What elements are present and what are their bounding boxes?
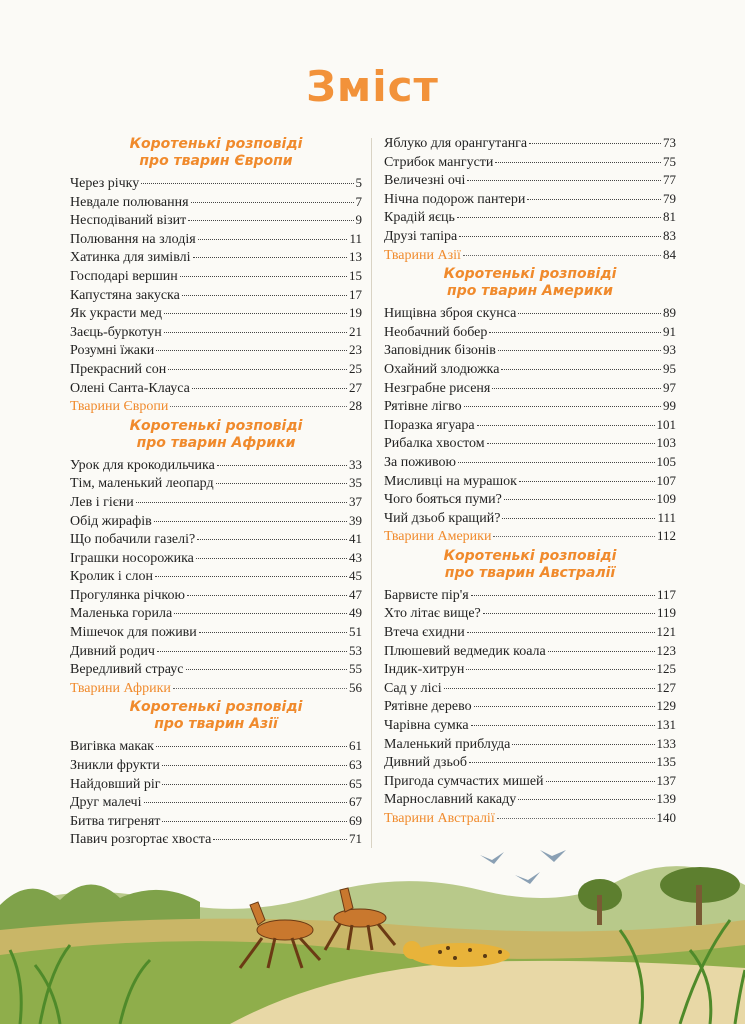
dot-leader: [492, 388, 661, 389]
dot-leader: [180, 276, 347, 277]
entry-page-number: 39: [349, 512, 362, 528]
toc-entry: [70, 642, 362, 661]
savanna-illustration: [0, 850, 745, 1024]
toc-entry: [70, 756, 362, 775]
entry-page-number: 27: [349, 379, 362, 395]
entry-title: Вигівка макак: [70, 739, 154, 755]
entry-title: Тварини Азії: [384, 247, 461, 263]
toc-entry: [70, 360, 362, 379]
entry-page-number: 55: [349, 661, 362, 677]
dot-leader: [519, 481, 655, 482]
toc-entry: [384, 134, 676, 153]
section-heading: [70, 136, 362, 170]
toc-entry: [70, 623, 362, 642]
entry-title: Полювання на злодія: [70, 231, 196, 247]
entry-title: Несподіваний візит: [70, 213, 187, 229]
section-heading-line: Коротенькі розповіді: [443, 266, 617, 283]
dot-leader: [467, 632, 655, 633]
column-divider: [371, 138, 372, 848]
toc-entry: [70, 530, 362, 549]
toc-summary-entry: [384, 246, 676, 265]
entry-page-number: 73: [663, 135, 676, 150]
entry-page-number: 75: [663, 153, 676, 169]
dot-leader: [444, 688, 655, 689]
entry-title: Втеча єхидни: [384, 625, 465, 641]
dot-leader: [168, 369, 347, 370]
dot-leader: [216, 483, 347, 484]
entry-page-number: 23: [349, 342, 362, 358]
entry-page-number: 28: [349, 398, 362, 414]
toc-entry: [70, 567, 362, 586]
toc-entry: [384, 604, 676, 623]
dot-leader: [464, 406, 661, 407]
dot-leader: [495, 162, 661, 163]
entry-title: Величезні очі: [384, 173, 466, 189]
section-heading-line: Коротенькі розповіді: [443, 547, 617, 564]
dot-leader: [487, 443, 655, 444]
dot-leader: [156, 746, 347, 747]
entry-page-number: 103: [656, 435, 676, 451]
toc-entry: [70, 267, 362, 286]
bird-icon: [480, 850, 566, 884]
dot-leader: [191, 202, 354, 203]
entry-title: Найдовший ріг: [70, 776, 161, 792]
dot-leader: [477, 425, 655, 426]
toc-entry: [384, 716, 676, 735]
toc-entry: [384, 379, 676, 398]
toc-entry: [384, 772, 676, 791]
entry-page-number: 112: [656, 528, 676, 544]
entry-title: Невдале полювання: [70, 194, 189, 210]
toc-entry: [70, 379, 362, 398]
entry-page-number: 131: [656, 717, 676, 733]
toc-entry: [70, 737, 362, 756]
dot-leader: [518, 799, 654, 800]
section-heading-line: про тварин Австралії: [444, 564, 616, 581]
entry-title: Рятівне лігво: [384, 399, 462, 415]
entry-page-number: 84: [663, 246, 676, 262]
dot-leader: [173, 688, 347, 689]
dot-leader: [527, 199, 661, 200]
toc-entry: [384, 623, 676, 642]
section-heading-line: Коротенькі розповіді: [129, 136, 303, 152]
entry-title: Як украсти мед: [70, 306, 162, 322]
entry-page-number: 19: [349, 305, 362, 321]
toc-entry: [384, 490, 676, 509]
toc-entry: [70, 512, 362, 531]
entry-title: Чого бояться пуми?: [384, 492, 502, 508]
entry-page-number: 139: [656, 791, 676, 807]
section-heading-line: про тварин Америки: [447, 283, 613, 300]
entry-title: Лев і гієни: [70, 494, 134, 510]
toc-entry: [70, 586, 362, 605]
entry-page-number: 43: [349, 549, 362, 565]
dot-leader: [182, 295, 347, 296]
entry-page-number: 91: [663, 323, 676, 339]
entry-title: Крадій яєць: [384, 210, 455, 226]
dot-leader: [467, 180, 661, 181]
entry-page-number: 105: [656, 453, 676, 469]
dot-leader: [457, 217, 661, 218]
dot-leader: [512, 744, 654, 745]
entry-title: Незграбне рисеня: [384, 380, 491, 396]
entry-title: Кролик і слон: [70, 569, 154, 585]
entry-title: Барвисте пір'я: [384, 587, 469, 603]
toc-entry: [384, 642, 676, 661]
entry-page-number: 127: [656, 679, 676, 695]
entry-page-number: 5: [355, 175, 362, 190]
entry-title: Обід жирафів: [70, 513, 152, 529]
dot-leader: [156, 350, 347, 351]
entry-title: Нічна подорож пантери: [384, 191, 526, 207]
dot-leader: [548, 651, 655, 652]
toc-entry: [384, 397, 676, 416]
entry-title: Необачний бобер: [384, 324, 488, 340]
entry-page-number: 71: [349, 831, 362, 847]
section-heading-line: про тварин Африки: [136, 434, 296, 451]
entry-page-number: 83: [663, 227, 676, 243]
dot-leader: [187, 595, 347, 596]
entry-page-number: 61: [349, 738, 362, 754]
entry-title: Маленький приблуда: [384, 736, 511, 752]
dot-leader: [474, 706, 655, 707]
entry-title: Олені Санта-Клауса: [70, 380, 190, 396]
entry-title: Іграшки носорожика: [70, 550, 194, 566]
toc-entry: [70, 456, 362, 475]
section-heading-line: про тварин Азії: [154, 716, 278, 733]
entry-title: Урок для крокодильчика: [70, 457, 215, 473]
toc-entry: [384, 153, 676, 172]
entry-page-number: 93: [663, 342, 676, 358]
dot-leader: [162, 821, 347, 822]
entry-title: Яблуко для орангутанга: [384, 136, 528, 151]
dot-leader: [136, 502, 347, 503]
dot-leader: [162, 784, 347, 785]
entry-page-number: 7: [355, 193, 362, 209]
dot-leader: [144, 802, 348, 803]
entry-title: Заповідник бізонів: [384, 343, 496, 359]
entry-title: Мисливці на мурашок: [384, 473, 517, 489]
entry-title: Прекрасний сон: [70, 361, 167, 377]
dot-leader: [213, 839, 347, 840]
entry-title: Рятівне дерево: [384, 699, 472, 715]
toc-entry: [384, 208, 676, 227]
entry-title: Мішечок для поживи: [70, 625, 197, 641]
section-heading: [384, 266, 676, 300]
entry-title: Битва тигренят: [70, 813, 161, 829]
dot-leader: [196, 558, 347, 559]
dot-leader: [502, 518, 655, 519]
entry-page-number: 41: [349, 531, 362, 547]
toc-entry: [384, 753, 676, 772]
entry-title: Тварини Австралії: [384, 811, 495, 826]
section-heading: [70, 418, 362, 452]
entry-page-number: 101: [656, 416, 676, 432]
toc-entry: [384, 323, 676, 342]
toc-entry: [384, 416, 676, 435]
entry-title: Стрибок мангусти: [384, 154, 494, 170]
entry-page-number: 65: [349, 775, 362, 791]
dot-leader: [217, 465, 347, 466]
entry-page-number: 111: [657, 509, 676, 525]
entry-title: Сад у лісі: [384, 680, 442, 696]
entry-title: Заєць-буркотун: [70, 324, 162, 340]
entry-page-number: 47: [349, 586, 362, 602]
dot-leader: [504, 499, 655, 500]
toc-entry: [384, 171, 676, 190]
entry-title: Тварини Америки: [384, 529, 492, 545]
toc-entry: [384, 697, 676, 716]
entry-page-number: 97: [663, 379, 676, 395]
toc-entry: [384, 790, 676, 809]
toc-entry: [70, 323, 362, 342]
dot-leader: [518, 313, 661, 314]
entry-page-number: 129: [656, 698, 676, 714]
entry-page-number: 56: [349, 679, 362, 695]
dot-leader: [546, 781, 655, 782]
dot-leader: [188, 220, 353, 221]
toc-entry: [384, 679, 676, 698]
entry-page-number: 135: [656, 754, 676, 770]
entry-page-number: 99: [663, 398, 676, 414]
toc-entry: [70, 775, 362, 794]
entry-page-number: 53: [349, 642, 362, 658]
toc-right-column: [384, 134, 676, 828]
toc-entry: [70, 812, 362, 831]
dot-leader: [157, 651, 347, 652]
entry-title: Маленька горила: [70, 606, 173, 622]
entry-page-number: 137: [656, 772, 676, 788]
entry-title: Друг малечі: [70, 795, 142, 811]
entry-title: Дивний дзьоб: [384, 755, 467, 771]
dot-leader: [155, 576, 347, 577]
dot-leader: [197, 539, 347, 540]
dot-leader: [164, 332, 347, 333]
toc-entry: [70, 286, 362, 305]
toc-entry: [384, 586, 676, 605]
toc-entry: [70, 830, 362, 849]
entry-title: Прогулянка річкою: [70, 587, 185, 603]
toc-entry: [70, 549, 362, 568]
entry-page-number: 51: [349, 624, 362, 640]
toc-entry: [384, 360, 676, 379]
toc-summary-entry: [384, 527, 676, 546]
dot-leader: [141, 183, 353, 184]
toc-entry: [384, 472, 676, 491]
entry-page-number: 69: [349, 812, 362, 828]
toc-entry: [70, 193, 362, 212]
toc-entry: [384, 453, 676, 472]
entry-title: Друзі тапіра: [384, 228, 458, 244]
entry-page-number: 63: [349, 757, 362, 773]
entry-page-number: 37: [349, 493, 362, 509]
toc-entry: [384, 735, 676, 754]
section-heading-line: Коротенькі розповіді: [129, 417, 303, 434]
toc-entry: [70, 248, 362, 267]
dot-leader: [471, 725, 655, 726]
entry-title: Пригода сумчастих мишей: [384, 773, 544, 789]
entry-title: Зникли фрукти: [70, 758, 160, 774]
dot-leader: [193, 257, 348, 258]
dot-leader: [458, 462, 654, 463]
dot-leader: [170, 406, 347, 407]
entry-title: Охайний злодюжка: [384, 361, 500, 377]
page-title: Зміст: [306, 62, 439, 111]
entry-title: Що побачили газелі?: [70, 532, 196, 548]
entry-title: Чий дзьоб кращий?: [384, 510, 501, 526]
toc-entry: [384, 660, 676, 679]
toc-entry: [70, 604, 362, 623]
toc-entry: [70, 211, 362, 230]
toc-entry: [384, 190, 676, 209]
entry-page-number: 25: [349, 360, 362, 376]
toc-entry: [70, 304, 362, 323]
toc-entry: [384, 341, 676, 360]
dot-leader: [154, 521, 347, 522]
dot-leader: [198, 239, 348, 240]
toc-entry: [70, 660, 362, 679]
dot-leader: [466, 669, 654, 670]
toc-entry: [384, 434, 676, 453]
section-heading-line: про тварин Європи: [139, 153, 293, 169]
toc-entry: [70, 793, 362, 812]
entry-page-number: 11: [349, 230, 362, 246]
dot-leader: [162, 765, 347, 766]
entry-page-number: 15: [349, 267, 362, 283]
dot-leader: [463, 255, 661, 256]
entry-page-number: 17: [349, 286, 362, 302]
entry-title: Павич розгортає хвоста: [70, 832, 212, 848]
toc-entry: [384, 227, 676, 246]
entry-title: Рибалка хвостом: [384, 436, 485, 452]
dot-leader: [164, 313, 347, 314]
dot-leader: [489, 332, 661, 333]
toc-entry: [70, 174, 362, 193]
entry-page-number: 81: [663, 209, 676, 225]
entry-title: Плюшевий ведмедик коала: [384, 643, 546, 659]
entry-title: Господарі вершин: [70, 268, 178, 284]
entry-page-number: 35: [349, 475, 362, 491]
entry-page-number: 77: [663, 172, 676, 188]
entry-page-number: 45: [349, 568, 362, 584]
entry-title: Вередливий страус: [70, 662, 184, 678]
toc-summary-entry: [70, 397, 362, 416]
entry-title: За поживою: [384, 454, 457, 470]
dot-leader: [174, 613, 347, 614]
entry-page-number: 13: [349, 249, 362, 265]
toc-summary-entry: [70, 679, 362, 698]
section-heading: [384, 548, 676, 582]
entry-title: Марнославний какаду: [384, 792, 517, 808]
entry-title: Тварини Африки: [70, 680, 171, 696]
entry-page-number: 9: [355, 212, 362, 228]
entry-title: Через річку: [70, 176, 140, 191]
toc-entry: [70, 230, 362, 249]
section-heading: [70, 699, 362, 733]
dot-leader: [493, 536, 655, 537]
entry-title: Хто літає вище?: [384, 606, 481, 622]
entry-page-number: 140: [656, 810, 676, 825]
entry-page-number: 21: [349, 323, 362, 339]
toc-entry: [70, 474, 362, 493]
entry-title: Капустяна закуска: [70, 287, 180, 303]
entry-page-number: 107: [656, 472, 676, 488]
entry-title: Хатинка для зимівлі: [70, 250, 191, 266]
entry-title: Індик-хитрун: [384, 662, 465, 678]
dot-leader: [199, 632, 347, 633]
dot-leader: [186, 669, 348, 670]
toc-entry: [70, 493, 362, 512]
dot-leader: [529, 143, 661, 144]
toc-entry: [384, 509, 676, 528]
entry-page-number: 67: [349, 794, 362, 810]
toc-entry: [70, 341, 362, 360]
entry-page-number: 89: [663, 305, 676, 321]
toc-left-column: [70, 134, 362, 849]
section-heading-line: Коротенькі розповіді: [129, 699, 303, 716]
dot-leader: [498, 350, 661, 351]
entry-title: Чарівна сумка: [384, 718, 469, 734]
entry-page-number: 109: [656, 491, 676, 507]
entry-page-number: 49: [349, 605, 362, 621]
entry-page-number: 121: [656, 624, 676, 640]
dot-leader: [501, 369, 661, 370]
dot-leader: [471, 595, 655, 596]
entry-title: Дивний родич: [70, 643, 155, 659]
entry-page-number: 125: [656, 661, 676, 677]
entry-title: Поразка ягуара: [384, 417, 475, 433]
entry-page-number: 33: [349, 456, 362, 472]
entry-page-number: 119: [656, 605, 676, 621]
entry-title: Нищівна зброя скунса: [384, 306, 517, 322]
toc-entry: [384, 304, 676, 323]
entry-page-number: 117: [656, 586, 676, 602]
entry-page-number: 133: [656, 735, 676, 751]
entry-page-number: 95: [663, 360, 676, 376]
dot-leader: [192, 388, 347, 389]
dot-leader: [483, 613, 655, 614]
entry-page-number: 79: [663, 190, 676, 206]
entry-title: Розумні їжаки: [70, 343, 155, 359]
dot-leader: [497, 818, 655, 819]
entry-page-number: 123: [656, 642, 676, 658]
entry-title: Тварини Європи: [70, 399, 169, 415]
dot-leader: [469, 762, 655, 763]
entry-title: Тім, маленький леопард: [70, 476, 214, 492]
dot-leader: [459, 236, 661, 237]
toc-summary-entry: [384, 809, 676, 828]
